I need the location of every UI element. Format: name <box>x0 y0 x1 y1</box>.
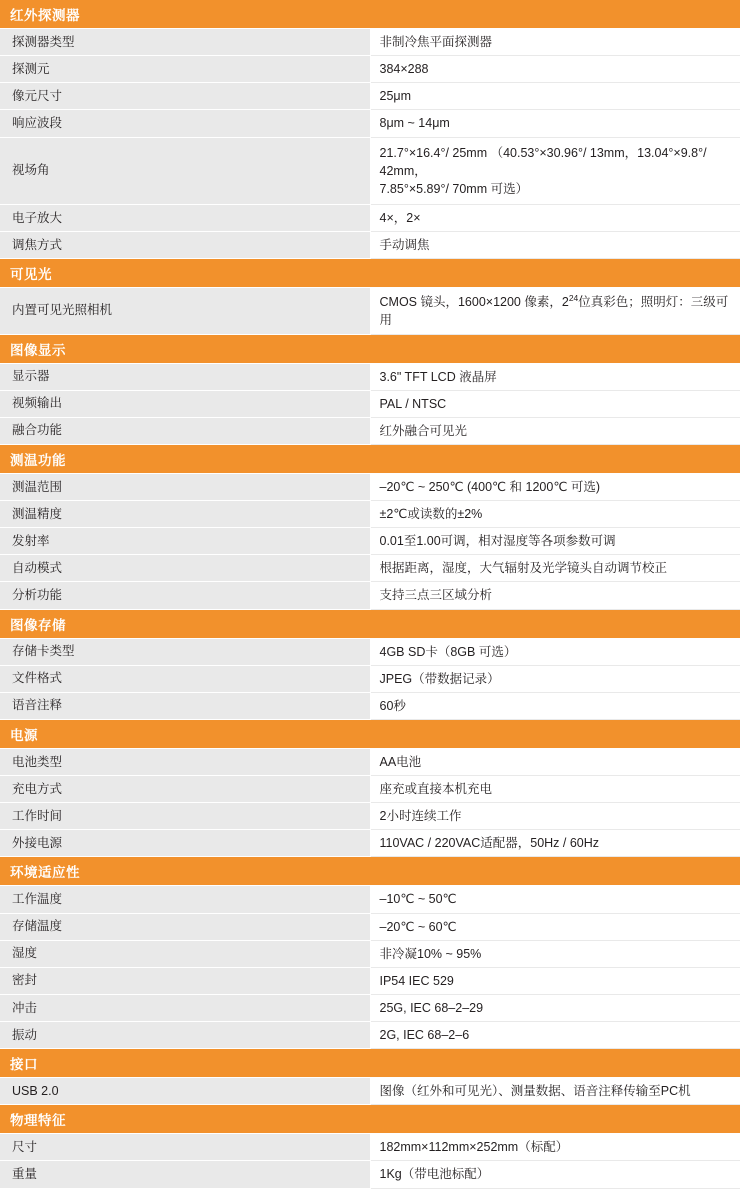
spec-value: AA电池 <box>370 748 740 775</box>
spec-row <box>0 501 740 528</box>
spec-row <box>0 288 740 334</box>
spec-label: 存储温度 <box>0 913 370 940</box>
spec-row <box>0 1078 740 1105</box>
section-header-row <box>0 0 740 29</box>
spec-row <box>0 390 740 417</box>
spec-row <box>0 110 740 137</box>
section-header-row <box>0 444 740 473</box>
spec-value: 非制冷焦平面探测器 <box>370 29 740 56</box>
spec-row <box>0 473 740 500</box>
spec-value: JPEG（带数据记录） <box>370 665 740 692</box>
spec-value: 110VAC / 220VAC适配器，50Hz / 60Hz <box>370 830 740 857</box>
spec-value: PAL / NTSC <box>370 390 740 417</box>
spec-value: ±2℃或读数的±2% <box>370 501 740 528</box>
spec-value: 2G, IEC 68–2–6 <box>370 1022 740 1049</box>
spec-row <box>0 638 740 665</box>
spec-value-part: CMOS 镜头，1600×1200 像素，2 <box>379 295 569 310</box>
spec-value: 384×288 <box>370 56 740 83</box>
spec-label: 显示器 <box>0 363 370 390</box>
spec-value-line-2: 7.85°×5.89°/ 70mm 可选） <box>379 181 529 196</box>
spec-label: 密封 <box>0 967 370 994</box>
spec-label: 电子放大 <box>0 204 370 231</box>
spec-label: 湿度 <box>0 940 370 967</box>
section-header-title: 环境适应性 <box>0 857 740 886</box>
spec-label: 重量 <box>0 1161 370 1188</box>
spec-label: 语音注释 <box>0 692 370 719</box>
spec-label: 工作温度 <box>0 886 370 913</box>
spec-label: 内置可见光照相机 <box>0 288 370 334</box>
section-header-title: 测温功能 <box>0 444 740 473</box>
spec-row <box>0 665 740 692</box>
spec-label: 充电方式 <box>0 776 370 803</box>
spec-row <box>0 692 740 719</box>
spec-value: 60秒 <box>370 692 740 719</box>
section-header-title: 物理特征 <box>0 1105 740 1134</box>
spec-row <box>0 363 740 390</box>
spec-label: 视频输出 <box>0 390 370 417</box>
section-header-title: 图像存储 <box>0 609 740 638</box>
spec-value: 1Kg（带电池标配） <box>370 1161 740 1188</box>
spec-row <box>0 940 740 967</box>
spec-value: 3.6" TFT LCD 液晶屏 <box>370 363 740 390</box>
spec-value: 4×，2× <box>370 204 740 231</box>
section-header-row <box>0 719 740 748</box>
spec-value: 2小时连续工作 <box>370 803 740 830</box>
section-header-title: 图像显示 <box>0 334 740 363</box>
spec-value: 0.01至1.00可调，相对湿度等各项参数可调 <box>370 528 740 555</box>
spec-label: 探测元 <box>0 56 370 83</box>
spec-value: 手动调焦 <box>370 232 740 259</box>
spec-value: 25G, IEC 68–2–29 <box>370 994 740 1021</box>
spec-label: 测温范围 <box>0 473 370 500</box>
spec-value: 支持三点三区域分析 <box>370 582 740 609</box>
spec-label: 调焦方式 <box>0 232 370 259</box>
spec-value: IP54 IEC 529 <box>370 967 740 994</box>
spec-value: 根据距离，湿度，大气辐射及光学镜头自动调节校正 <box>370 555 740 582</box>
spec-value: –10℃ ~ 50℃ <box>370 886 740 913</box>
spec-label: 存储卡类型 <box>0 638 370 665</box>
spec-row <box>0 29 740 56</box>
spec-row <box>0 204 740 231</box>
spec-label: 分析功能 <box>0 582 370 609</box>
spec-row <box>0 582 740 609</box>
spec-row <box>0 803 740 830</box>
spec-row <box>0 776 740 803</box>
spec-row <box>0 56 740 83</box>
spec-value <box>370 288 740 334</box>
spec-row <box>0 83 740 110</box>
spec-value-superscript: 24 <box>568 293 579 304</box>
spec-label: 尺寸 <box>0 1134 370 1161</box>
spec-value: 非冷凝10% ~ 95% <box>370 940 740 967</box>
spec-row <box>0 1161 740 1188</box>
spec-label: 融合功能 <box>0 417 370 444</box>
spec-row <box>0 555 740 582</box>
spec-label: 探测器类型 <box>0 29 370 56</box>
section-header-title: 接口 <box>0 1049 740 1078</box>
spec-row <box>0 994 740 1021</box>
spec-label: 视场角 <box>0 137 370 204</box>
spec-row <box>0 913 740 940</box>
spec-row <box>0 1134 740 1161</box>
section-header-title: 电源 <box>0 719 740 748</box>
spec-value-line-1: 21.7°×16.4°/ 25mm （40.53°×30.96°/ 13mm，13.04°×9.8°/ 42mm， <box>379 145 707 178</box>
spec-value <box>370 137 740 204</box>
spec-label: 测温精度 <box>0 501 370 528</box>
section-header-row <box>0 334 740 363</box>
spec-label: USB 2.0 <box>0 1078 370 1105</box>
spec-value: 座充或直接本机充电 <box>370 776 740 803</box>
section-header-title: 可见光 <box>0 259 740 288</box>
spec-row <box>0 830 740 857</box>
spec-value: –20℃ ~ 250℃ (400℃ 和 1200℃ 可选) <box>370 473 740 500</box>
spec-row <box>0 1022 740 1049</box>
section-header-row <box>0 857 740 886</box>
spec-row <box>0 417 740 444</box>
spec-label: 发射率 <box>0 528 370 555</box>
section-header-title: 红外探测器 <box>0 0 740 29</box>
spec-row <box>0 886 740 913</box>
spec-row <box>0 528 740 555</box>
spec-row <box>0 967 740 994</box>
spec-label: 像元尺寸 <box>0 83 370 110</box>
section-header-row <box>0 609 740 638</box>
spec-label: 文件格式 <box>0 665 370 692</box>
spec-value-part-tail: 位真彩色；照明灯：三级可用 <box>379 295 729 328</box>
spec-value: 图像（红外和可见光）、测量数据、语音注释传输至PC机 <box>370 1078 740 1105</box>
section-header-row <box>0 259 740 288</box>
spec-value: –20℃ ~ 60℃ <box>370 913 740 940</box>
spec-label: 响应波段 <box>0 110 370 137</box>
spec-value: 25μm <box>370 83 740 110</box>
spec-row <box>0 748 740 775</box>
spec-value: 182mm×112mm×252mm（标配） <box>370 1134 740 1161</box>
spec-value: 8μm ~ 14μm <box>370 110 740 137</box>
spec-row <box>0 137 740 204</box>
spec-label: 外接电源 <box>0 830 370 857</box>
spec-row <box>0 232 740 259</box>
spec-label: 冲击 <box>0 994 370 1021</box>
spec-label: 工作时间 <box>0 803 370 830</box>
spec-value: 4GB SD卡（8GB 可选） <box>370 638 740 665</box>
section-header-row <box>0 1105 740 1134</box>
section-header-row <box>0 1049 740 1078</box>
spec-label: 电池类型 <box>0 748 370 775</box>
spec-label: 自动模式 <box>0 555 370 582</box>
spec-value: 红外融合可见光 <box>370 417 740 444</box>
spec-label: 振动 <box>0 1022 370 1049</box>
